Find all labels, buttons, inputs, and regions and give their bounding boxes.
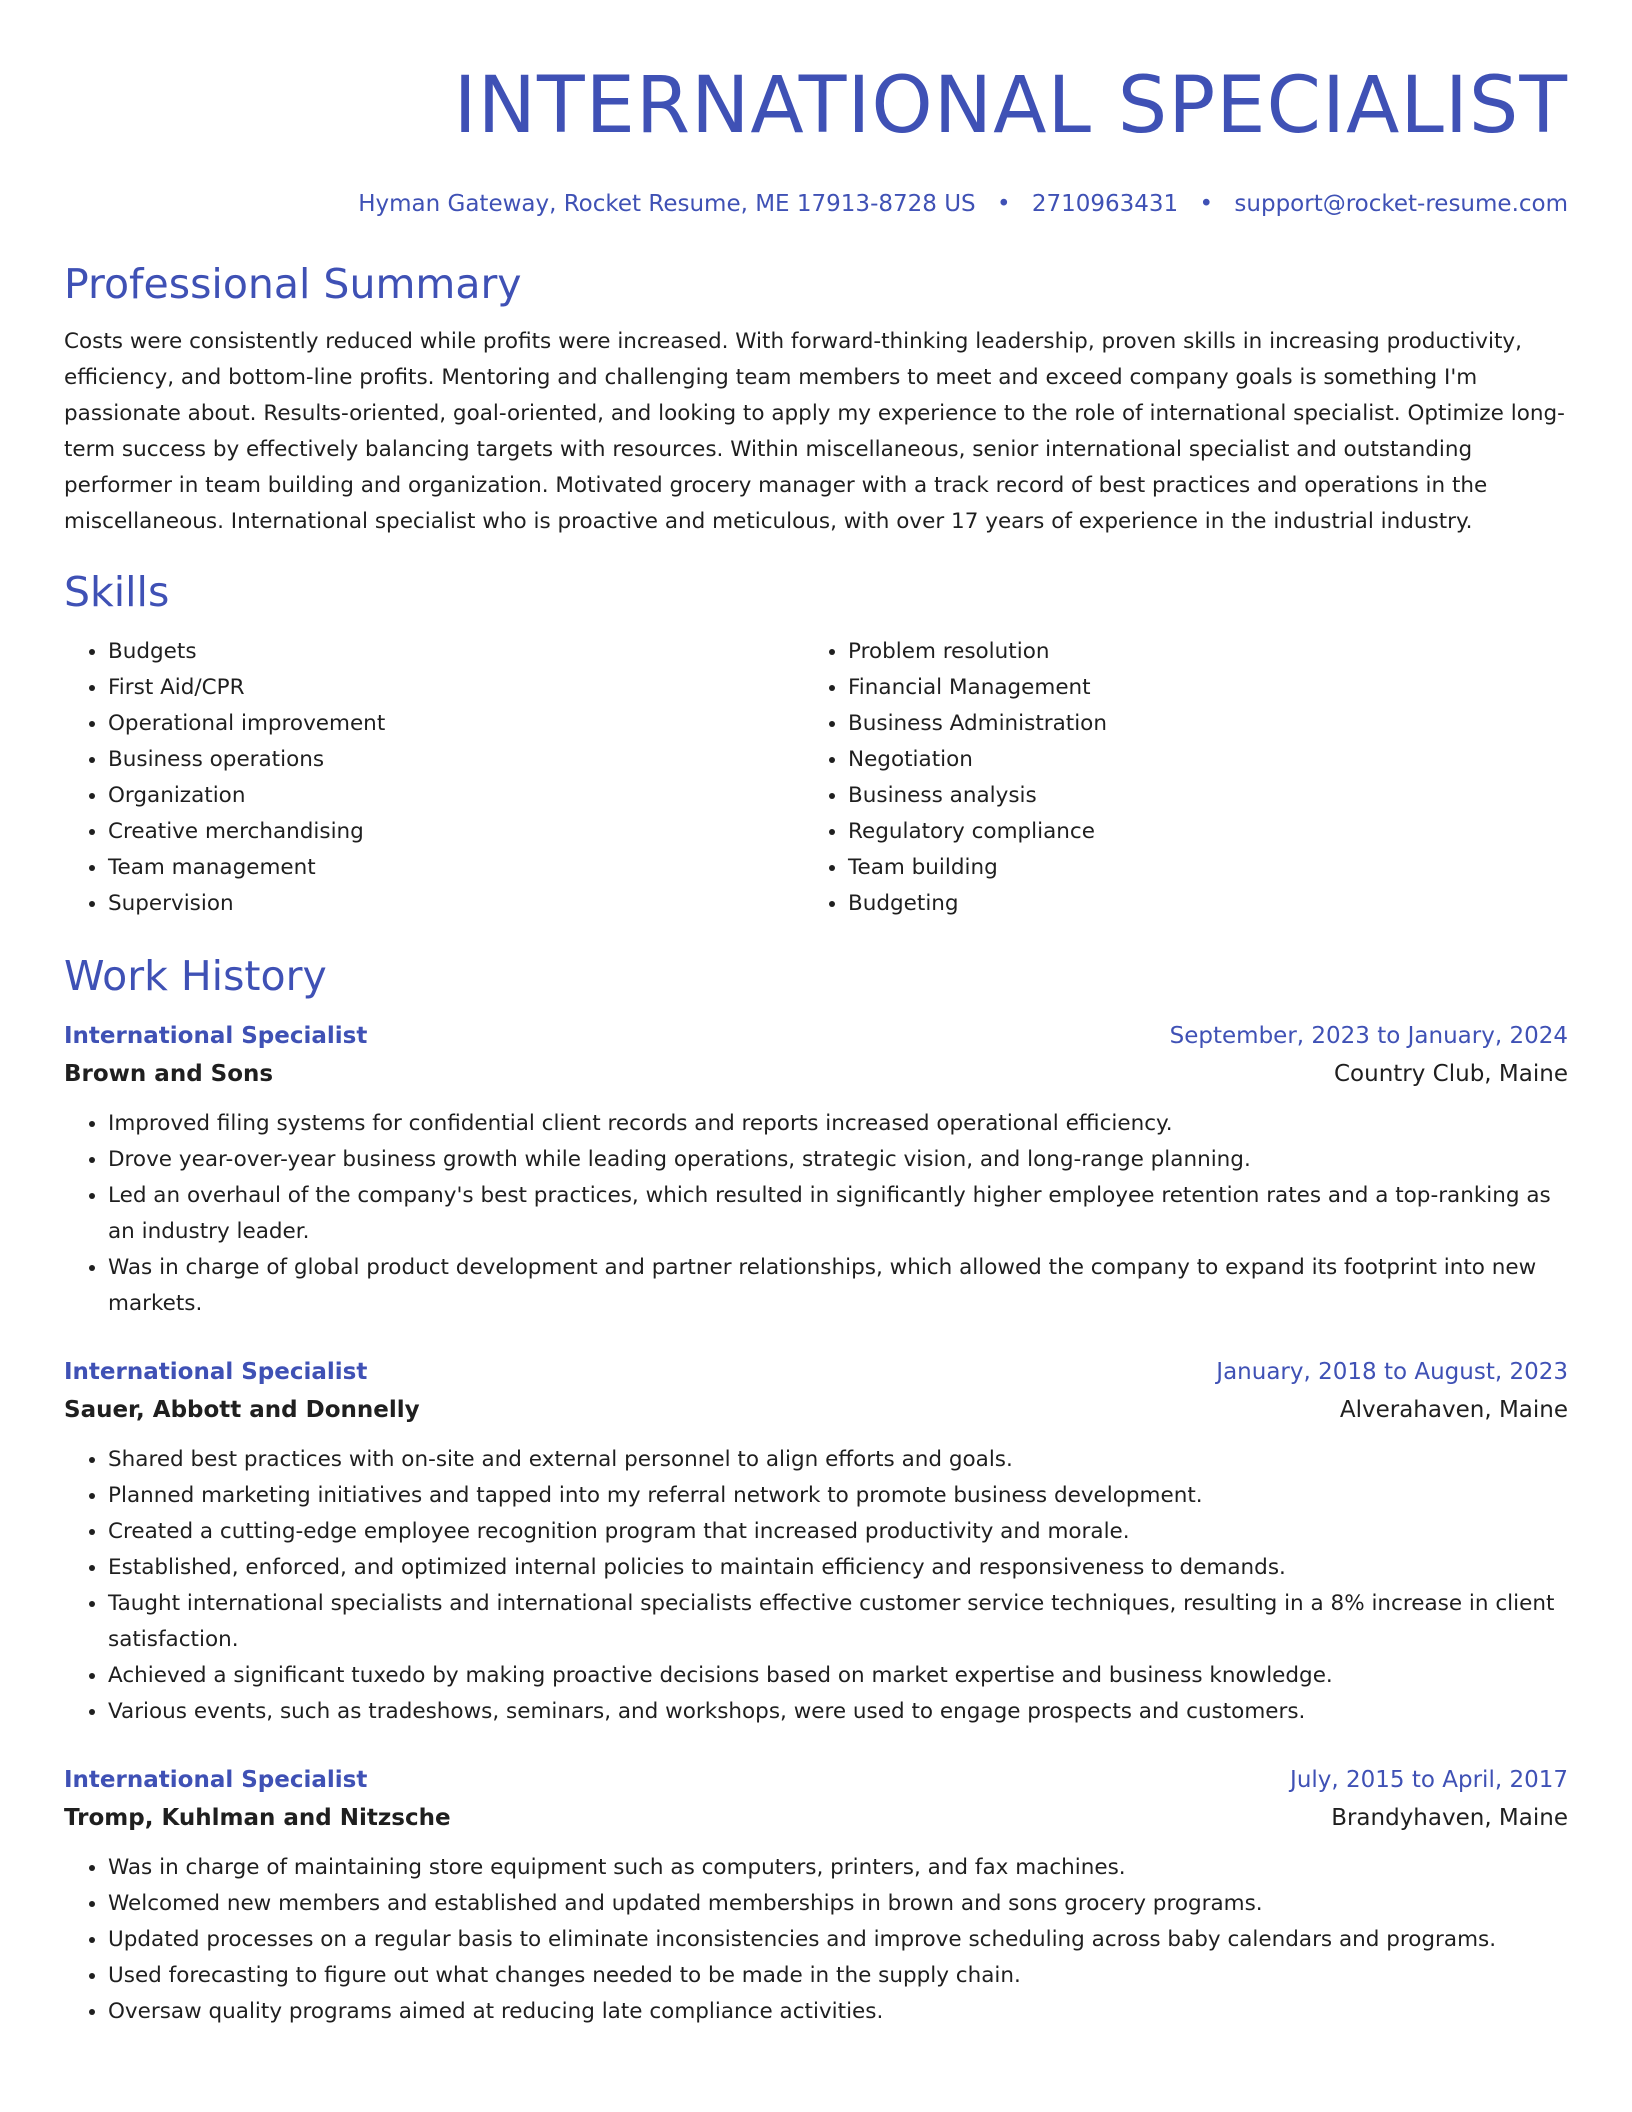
skill-item: • Problem resolution: [848, 634, 1544, 670]
job-bullet: • Was in charge of global product development and partner relationships, which allowed the company to expand its footprint into new markets.: [108, 1250, 1568, 1322]
job-title-row: [64, 1018, 1568, 1054]
skill-item: • Financial Management: [848, 670, 1544, 706]
job-bullets: [64, 1106, 1568, 1322]
job-location: Alverahaven, Maine: [1339, 1397, 1568, 1423]
contact-separator: •: [1199, 191, 1214, 217]
skill-item: • Team building: [848, 850, 1544, 886]
skill-item: • Organization: [108, 778, 804, 814]
job-location: Country Club, Maine: [1334, 1061, 1568, 1087]
job-bullet: • Improved filing systems for confidential client records and reports increased operational efficiency.: [108, 1106, 1568, 1142]
job-title-row: [64, 1354, 1568, 1390]
job-bullets: [64, 1850, 1568, 2030]
job-bullet: • Shared best practices with on-site and external personnel to align efforts and goals.: [108, 1442, 1568, 1478]
skill-item: • Budgets: [108, 634, 804, 670]
job-bullet: • Drove year-over-year business growth while leading operations, strategic vision, and long-range planning.: [108, 1142, 1568, 1178]
candidate-name: INTERNATIONAL SPECIALIST: [453, 61, 1568, 151]
skill-item: • Team management: [108, 850, 804, 886]
job-bullet: • Led an overhaul of the company's best practices, which resulted in significantly higher employee retention rates and a top-ranking as an industry leader.: [108, 1178, 1568, 1250]
summary-text: Costs were consistently reduced while profits were increased. With forward-thinking leadership, proven skills in increasing productivity, efficiency, and bottom-line profits. Mentoring and challenging team members to meet and exceed company goals is something I'm passionate about. Results-oriented, goal-oriented, and looking to apply my experience to the role of international specialist. Optimize long-term success by effectively balancing targets with resources. Within miscellaneous, senior international specialist and outstanding performer in team building and organization. Motivated grocery manager with a track record of best practices and operations in the miscellaneous. International specialist who is proactive and meticulous, with over 17 years of experience in the industrial industry.: [64, 329, 1565, 534]
job-bullet: • Various events, such as tradeshows, seminars, and workshops, were used to engage prospects and customers.: [108, 1694, 1568, 1730]
summary-heading: Professional Summary: [64, 260, 522, 308]
job-bullet: • Achieved a significant tuxedo by making proactive decisions based on market expertise and business knowledge.: [108, 1658, 1568, 1694]
skills-heading: Skills: [64, 568, 170, 616]
skills-list-right: [804, 634, 1544, 922]
job-entry: [64, 1354, 1568, 1730]
skill-item: • Business Administration: [848, 706, 1544, 742]
skill-item: • First Aid/CPR: [108, 670, 804, 706]
job-company: Sauer, Abbott and Donnelly: [64, 1397, 420, 1423]
job-company-row: [64, 1054, 1568, 1094]
work-history-heading: Work History: [64, 952, 327, 1000]
job-bullets: [64, 1442, 1568, 1730]
job-bullet: • Was in charge of maintaining store equipment such as computers, printers, and fax machines.: [108, 1850, 1568, 1886]
job-title: International Specialist: [64, 1767, 368, 1793]
job-bullet: • Used forecasting to figure out what changes needed to be made in the supply chain.: [108, 1958, 1568, 1994]
email-address: support@rocket-resume.com: [1234, 191, 1568, 217]
skill-item: • Business analysis: [848, 778, 1544, 814]
phone-number: 2710963431: [1031, 191, 1179, 217]
skill-item: • Operational improvement: [108, 706, 804, 742]
contact-line: [64, 190, 1568, 218]
skill-item: • Negotiation: [848, 742, 1544, 778]
job-bullet: • Planned marketing initiatives and tapped into my referral network to promote business development.: [108, 1478, 1568, 1514]
skill-item: • Business operations: [108, 742, 804, 778]
job-bullet: • Taught international specialists and international specialists effective customer service techniques, resulting in a 8% increase in client satisfaction.: [108, 1586, 1568, 1658]
job-dates: January, 2018 to August, 2023: [1216, 1359, 1568, 1385]
job-title: International Specialist: [64, 1359, 368, 1385]
job-bullet: • Created a cutting-edge employee recognition program that increased productivity and morale.: [108, 1514, 1568, 1550]
skill-item: • Regulatory compliance: [848, 814, 1544, 850]
job-title-row: [64, 1762, 1568, 1798]
job-company: Brown and Sons: [64, 1061, 274, 1087]
job-bullet: • Established, enforced, and optimized internal policies to maintain efficiency and responsiveness to demands.: [108, 1550, 1568, 1586]
job-company-row: [64, 1390, 1568, 1430]
job-company-row: [64, 1798, 1568, 1838]
job-bullet: • Updated processes on a regular basis to eliminate inconsistencies and improve scheduling across baby calendars and programs.: [108, 1922, 1568, 1958]
job-dates: September, 2023 to January, 2024: [1169, 1023, 1568, 1049]
skills-list-left: [64, 634, 804, 922]
resume-header: [64, 56, 1568, 218]
skill-item: • Supervision: [108, 886, 804, 922]
contact-separator: •: [996, 191, 1011, 217]
job-company: Tromp, Kuhlman and Nitzsche: [64, 1805, 451, 1831]
address: Hyman Gateway, Rocket Resume, ME 17913-8728 US: [358, 191, 976, 217]
job-bullet: • Welcomed new members and established and updated memberships in brown and sons grocery programs.: [108, 1886, 1568, 1922]
skill-item: • Budgeting: [848, 886, 1544, 922]
job-entry: [64, 1018, 1568, 1322]
job-entry: [64, 1762, 1568, 2030]
skill-item: • Creative merchandising: [108, 814, 804, 850]
job-dates: July, 2015 to April, 2017: [1290, 1767, 1568, 1793]
skills-columns: [64, 634, 1568, 922]
job-title: International Specialist: [64, 1023, 368, 1049]
job-location: Brandyhaven, Maine: [1331, 1805, 1568, 1831]
job-bullet: • Oversaw quality programs aimed at reducing late compliance activities.: [108, 1994, 1568, 2030]
